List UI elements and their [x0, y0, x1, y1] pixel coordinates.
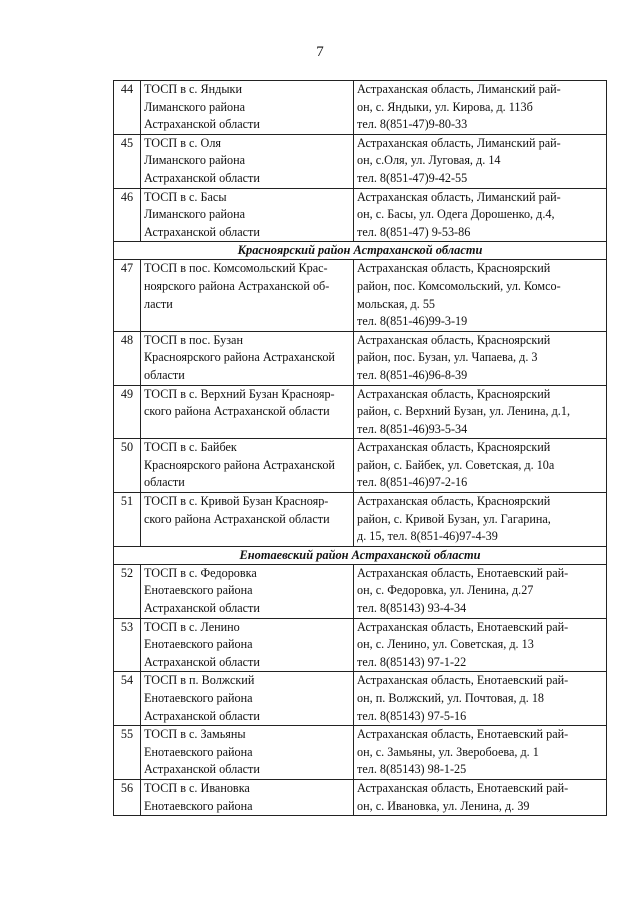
- table-row: [114, 331, 607, 385]
- table-row: [114, 188, 607, 242]
- organization-line: ТОСП в с. Байбек: [144, 440, 237, 455]
- address-line: д. 15, тел. 8(851-46)97-4-39: [357, 529, 498, 544]
- organization-line: ТОСП в пос. Комсомольский Крас-: [144, 261, 328, 276]
- organization-line: ТОСП в с. Замьяны: [144, 727, 246, 742]
- organization-line: ТОСП в с. Федоровка: [144, 565, 257, 580]
- section-header-row: [114, 546, 607, 564]
- organization-line: Енотаевского района: [144, 583, 253, 598]
- organization-line: ского района Астраханской области: [144, 511, 330, 526]
- address-line: Астраханская область, Лиманский рай-: [357, 189, 561, 204]
- organization-line: Енотаевского района: [144, 637, 253, 652]
- organization-cell: [141, 493, 354, 547]
- organization-line: ТОСП в с. Кривой Бузан Краснояр-: [144, 494, 329, 509]
- organization-line: Астраханской области: [144, 601, 260, 616]
- address-line: Астраханская область, Красноярский: [357, 440, 551, 455]
- row-number: 48: [114, 331, 141, 385]
- address-line: он, с.Оля, ул. Луговая, д. 14: [357, 153, 501, 168]
- organization-cell: [141, 260, 354, 331]
- address-line: Астраханская область, Енотаевский рай-: [357, 780, 569, 795]
- organization-line: области: [144, 367, 185, 382]
- organization-line: ласти: [144, 296, 173, 311]
- table-row: [114, 134, 607, 188]
- organization-cell: [141, 564, 354, 618]
- organization-line: области: [144, 475, 185, 490]
- address-line: тел. 8(851-47)9-80-33: [357, 117, 468, 132]
- row-number: 55: [114, 726, 141, 780]
- address-line: тел. 8(851-46)96-8-39: [357, 367, 468, 382]
- organization-line: Красноярского района Астраханской: [144, 457, 335, 472]
- organization-cell: [141, 134, 354, 188]
- organization-line: Красноярского района Астраханской: [144, 350, 335, 365]
- address-line: тел. 8(851-46)93-5-34: [357, 421, 468, 436]
- organization-line: Енотаевского района: [144, 744, 253, 759]
- address-cell: [354, 260, 607, 331]
- address-line: Астраханская область, Енотаевский рай-: [357, 619, 569, 634]
- address-line: район, пос. Комсомольский, ул. Комсо-: [357, 278, 561, 293]
- address-cell: [354, 439, 607, 493]
- organization-line: ТОСП в с. Оля: [144, 135, 222, 150]
- table-row: [114, 618, 607, 672]
- address-line: Астраханская область, Красноярский: [357, 386, 551, 401]
- organization-line: ноярского района Астраханской об-: [144, 278, 330, 293]
- table-row: [114, 779, 607, 815]
- row-number: 46: [114, 188, 141, 242]
- table-row: [114, 260, 607, 331]
- organization-line: Лиманского района: [144, 153, 246, 168]
- address-line: Астраханская область, Енотаевский рай-: [357, 673, 569, 688]
- row-number: 49: [114, 385, 141, 439]
- address-line: Астраханская область, Енотаевский рай-: [357, 727, 569, 742]
- address-line: тел. 8(851-47)9-42-55: [357, 170, 468, 185]
- organization-line: ТОСП в с. Ивановка: [144, 780, 250, 795]
- address-line: он, с. Замьяны, ул. Зверобоева, д. 1: [357, 744, 539, 759]
- address-cell: [354, 726, 607, 780]
- table-row: [114, 493, 607, 547]
- address-line: район, с. Кривой Бузан, ул. Гагарина,: [357, 511, 551, 526]
- address-cell: [354, 672, 607, 726]
- table-body: [114, 81, 607, 816]
- address-cell: [354, 331, 607, 385]
- address-line: район, с. Байбек, ул. Советская, д. 10а: [357, 457, 555, 472]
- tosp-table: [113, 80, 607, 816]
- organization-cell: [141, 188, 354, 242]
- address-line: Астраханская область, Красноярский: [357, 332, 551, 347]
- address-line: Астраханская область, Лиманский рай-: [357, 82, 561, 96]
- organization-line: Астраханской области: [144, 762, 260, 777]
- address-cell: [354, 385, 607, 439]
- row-number: 47: [114, 260, 141, 331]
- organization-line: Астраханской области: [144, 170, 260, 185]
- address-line: мольская, д. 55: [357, 296, 436, 311]
- address-line: он, с. Федоровка, ул. Ленина, д.27: [357, 583, 534, 598]
- organization-line: ТОСП в с. Ленино: [144, 619, 240, 634]
- address-line: тел. 8(85143) 97-5-16: [357, 708, 467, 723]
- table-row: [114, 81, 607, 135]
- organization-line: ТОСП в п. Волжский: [144, 673, 255, 688]
- section-title: Енотаевский район Астраханской области: [114, 546, 607, 564]
- organization-line: Енотаевского района: [144, 691, 253, 705]
- address-line: Астраханская область, Енотаевский рай-: [357, 565, 569, 580]
- organization-line: Лиманского района: [144, 99, 246, 114]
- row-number: 52: [114, 564, 141, 618]
- table-row: [114, 564, 607, 618]
- address-line: он, с. Ленино, ул. Советская, д. 13: [357, 637, 534, 652]
- address-cell: [354, 779, 607, 815]
- organization-cell: [141, 331, 354, 385]
- table-row: [114, 672, 607, 726]
- organization-cell: [141, 385, 354, 439]
- address-line: тел. 8(85143) 98-1-25: [357, 762, 467, 777]
- page-number: 7: [316, 44, 324, 60]
- row-number: 54: [114, 672, 141, 726]
- table-row: [114, 385, 607, 439]
- organization-line: Астраханской области: [144, 117, 260, 132]
- organization-cell: [141, 439, 354, 493]
- organization-line: ТОСП в с. Басы: [144, 189, 227, 204]
- organization-line: Астраханской области: [144, 224, 260, 239]
- table-row: [114, 726, 607, 780]
- organization-line: Енотаевского района: [144, 798, 253, 813]
- address-line: Астраханская область, Лиманский рай-: [357, 135, 561, 150]
- address-line: район, с. Верхний Бузан, ул. Ленина, д.1,: [357, 404, 570, 419]
- address-line: тел. 8(85143) 93-4-34: [357, 601, 467, 616]
- organization-line: ТОСП в с. Верхний Бузан Краснояр-: [144, 386, 335, 401]
- address-line: тел. 8(85143) 97-1-22: [357, 654, 467, 669]
- address-cell: [354, 81, 607, 135]
- organization-cell: [141, 726, 354, 780]
- organization-cell: [141, 81, 354, 135]
- section-title: Красноярский район Астраханской области: [114, 242, 607, 260]
- address-cell: [354, 188, 607, 242]
- organization-line: Лиманского района: [144, 207, 246, 222]
- organization-cell: [141, 672, 354, 726]
- address-line: район, пос. Бузан, ул. Чапаева, д. 3: [357, 350, 538, 365]
- address-line: Астраханская область, Красноярский: [357, 261, 551, 276]
- organization-cell: [141, 779, 354, 815]
- address-line: Астраханская область, Красноярский: [357, 494, 551, 509]
- address-cell: [354, 493, 607, 547]
- organization-line: ТОСП в с. Яндыки: [144, 82, 242, 96]
- organization-line: Астраханской области: [144, 654, 260, 669]
- organization-line: ского района Астраханской области: [144, 404, 330, 419]
- address-cell: [354, 618, 607, 672]
- organization-line: ТОСП в пос. Бузан: [144, 332, 243, 347]
- row-number: 45: [114, 134, 141, 188]
- table-row: [114, 439, 607, 493]
- address-line: он, п. Волжский, ул. Почтовая, д. 18: [357, 691, 545, 705]
- row-number: 50: [114, 439, 141, 493]
- address-line: он, с. Яндыки, ул. Кирова, д. 113б: [357, 99, 533, 114]
- address-cell: [354, 134, 607, 188]
- address-line: он, с. Басы, ул. Одега Дорошенко, д.4,: [357, 207, 555, 222]
- address-line: тел. 8(851-46)99-3-19: [357, 314, 468, 329]
- organization-line: Астраханской области: [144, 708, 260, 723]
- row-number: 44: [114, 81, 141, 135]
- address-line: тел. 8(851-46)97-2-16: [357, 475, 468, 490]
- address-line: тел. 8(851-47) 9-53-86: [357, 224, 471, 239]
- row-number: 51: [114, 493, 141, 547]
- address-cell: [354, 564, 607, 618]
- section-header-row: [114, 242, 607, 260]
- address-line: он, с. Ивановка, ул. Ленина, д. 39: [357, 798, 530, 813]
- row-number: 56: [114, 779, 141, 815]
- row-number: 53: [114, 618, 141, 672]
- organization-cell: [141, 618, 354, 672]
